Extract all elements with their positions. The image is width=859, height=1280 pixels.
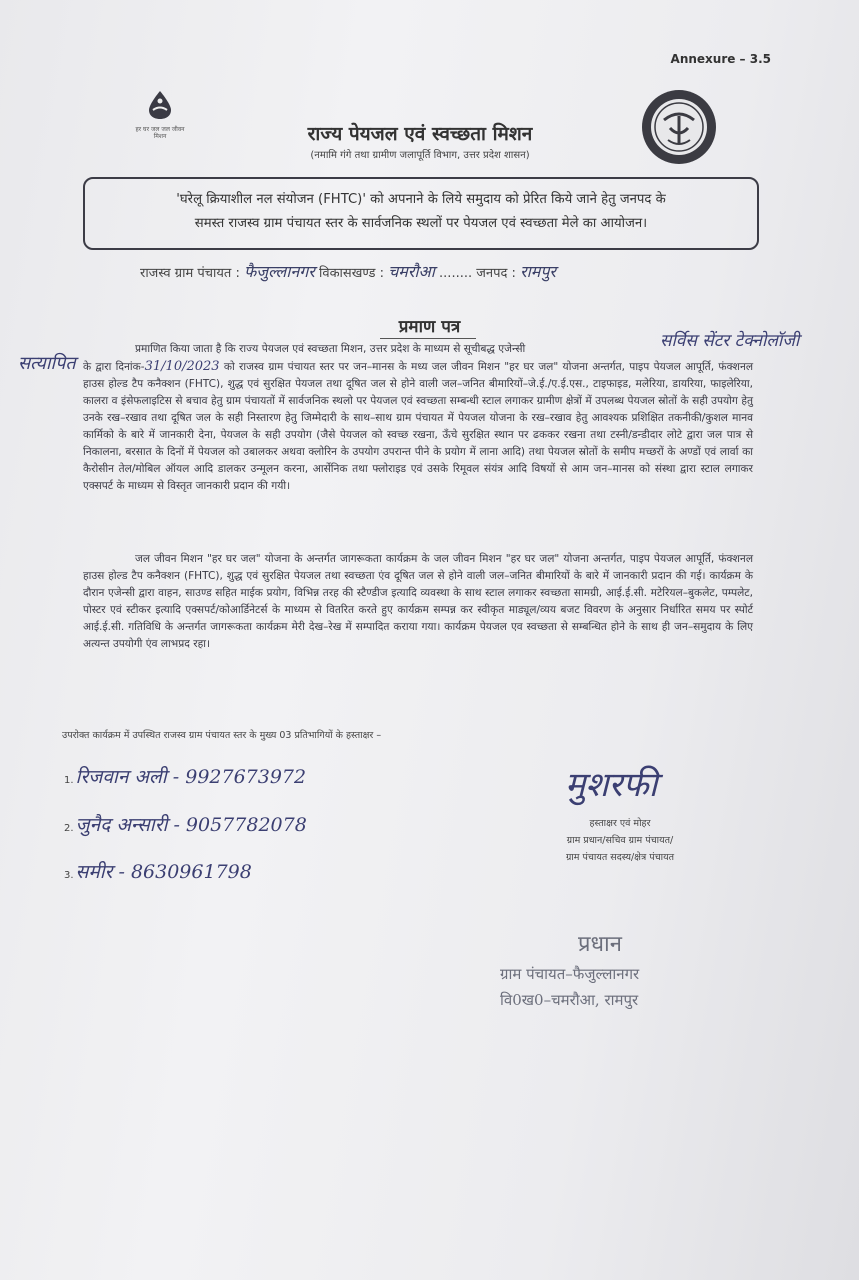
har-ghar-jal-logo [134, 90, 186, 140]
logo-caption: हर घर जल जल जीवन मिशन [135, 126, 185, 140]
participants-label: उपरोक्त कार्यक्रम में उपस्थित राजस्व ग्राम पंचायत स्तर के मुख्य 03 प्रतिभागियों के हस्ताक्षर – [62, 730, 382, 741]
panchayat-value: फैजुल्लानगर [243, 262, 315, 281]
date-handwritten: 31/10/2023 [144, 359, 220, 374]
para1-body: को राजस्व ग्राम पंचायत स्तर पर जन–मानस के मध्य जल जीवन मिशन "हर घर जल" योजना अन्तर्गत, पाइप पेयजल आपूर्ति, फंक्शनल हाउस होल्ड टैप कनैक्शन (FHTC), शुद्ध एवं सुरक्षित पेयजल तथा दूषित जल से होने वाली जल–जनित बीमारियों–जे.ई./ए.ई.एस., टाइफाइड, मलेरिया, डायरिया, फाइलेरिया, कालरा व इंसेफलाइटिस से बचाव हेतु ग्राम पंचायतों में सार्वजनिक स्थलो पर पेयजल एवं स्वच्छता सम्बन्धी स्टाल लगाकर ग्रामीण क्षेत्रों में उपलब्ध पेयजल स्रोतों के सही उपयोग हेतु उनके रख–रखाव तथा दूषित जल के सही निस्तारण हेतु जिम्मेदारी के साथ–साथ ग्राम पंचायत में पेयजल योजना के रख–रखाव हेतु आवश्यक प्रशिक्षित तकनीकी/कुशल मानव कार्मिको के बारे में जानकारी देना, पेयजल के सही उपयोग (जैसे पेयजल को स्वच्छ रखना, ऊँचे सुरक्षित स्थान पर ढककर रखना तथा टस्नी/डन्डीदार लोटे द्वारा जल पात्र से निकालना, बरसात के दिनों में पेयजल को उबालकर अथवा क्लोरिन के उपयोग उपरान्त पीने के प्रयोग में लाना आदि) तथा पेयजल स्रोतों के समीप मच्छरों के अण्डों एवं लार्वा का कैरोसीन तेल/मोबिल ऑयल आदि डालकर उन्मूलन करना, आर्सेनिक तथा फ्लोराइड एवं उसके रिमूवल संयंत्र आदि विषयों से आम जन–मानस को संस्था द्वारा स्टाल लगाकर एक्सपर्ट के माध्यम से विस्तृत जानकारी प्रदान की गयी। [83, 361, 754, 492]
para2-body: जल जीवन मिशन "हर घर जल" योजना के अन्तर्गत जागरूकता कार्यक्रम के जल जीवन मिशन "हर घर जल" योजना अन्तर्गत, पाइप पेयजल आपूर्ति, फंक्शनल हाउस होल्ड टैप कनैक्शन (FHTC), शुद्ध एवं सुरक्षित पेयजल तथा स्वच्छता एंव दूषित जल से होने वाली जल–जनित बीमारियों के बारे में जानकारी प्रदान की गई। कार्यक्रम के दौरान एजेन्सी द्वारा वाहन, साउण्ड सहित माईक प्रयोग, विभिन्न तरह की स्टैण्डीज इत्यादि व्यवस्था के साथ स्टाल लगाकर स्वच्छता सामग्री, आई.ई.सी. मटेरियल–बुकलेट, पम्पलेट, पोस्टर एवं स्टीकर इत्यादि एक्सपर्ट/कोआर्डिनेटर्स के माध्यम से वितरित करते हुए कार्यक्रम सम्पन्न कर स्वीकृत माड्यूल/व्यय बजट विवरण के अनुसार निर्धारित समय पर स्पोर्ट आई.ई.सी. गतिविधि के अन्तर्गत जागरूकता कार्यक्रम मेरी देख–रेख में सम्पादित कराया गया। कार्यक्रम पेयजल एव स्वच्छता से सम्बन्धित होने के साथ ही जन–समुदाय के लिए अत्यन्त उपयोगी एंव लाभप्रद रहा। [83, 553, 753, 650]
certificate-paragraph-2 [83, 551, 753, 653]
panchayat-label: राजस्व ग्राम पंचायत : [140, 266, 240, 281]
location-line: राजस्व ग्राम पंचायत : फैजुल्लानगर विकासखण्ड : चमरौआ ........ जनपद : रामपुर [140, 262, 556, 281]
stamp-line-3: वि0ख0–चमरौआ, रामपुर [500, 991, 639, 1009]
theme-line-2: समस्त राजस्व ग्राम पंचायत स्तर के सार्वजनिक स्थलों पर पेयजल एवं स्वच्छता मेले का आयोजन। [194, 216, 648, 231]
participant-signature: जुनैद अन्सारी - 9057782078 [75, 814, 307, 836]
caption-line-2: ग्राम प्रधान/सचिव ग्राम पंचायत/ [566, 835, 674, 846]
participant-line-1 [64, 763, 306, 789]
certificate-title: प्रमाण पत्र [398, 317, 461, 337]
participant-line-3 [64, 858, 252, 884]
participant-line-2 [64, 811, 307, 837]
pradhan-stamp [500, 928, 760, 1010]
participant-signature: रिजवान अली - 9927673972 [75, 766, 307, 788]
pradhan-signature: मुशरफी [565, 765, 658, 805]
stamp-line-1: प्रधान [578, 932, 622, 957]
caption-line-1: हस्ताक्षर एवं मोहर [589, 818, 651, 829]
up-government-seal [640, 88, 718, 166]
para1-date-prefix: के द्वारा दिनांक- [83, 361, 145, 373]
participant-number: 2. [64, 823, 74, 834]
district-value: रामपुर [520, 262, 556, 281]
para1-intro: प्रमाणित किया जाता है कि राज्य पेयजल एवं स्वच्छता मिशन, उत्तर प्रदेश के माध्यम से सूचीबद्ध एजेन्सी [135, 343, 526, 355]
district-label: जनपद : [476, 266, 516, 281]
caption-line-3: ग्राम पंचायत सदस्य/क्षेत्र पंचायत [565, 852, 675, 863]
mission-subtitle: (नमामि गंगे तथा ग्रामीण जलापूर्ति विभाग, उत्तर प्रदेश शासन) [310, 150, 530, 161]
signature-caption [520, 815, 720, 866]
mission-title: राज्य पेयजल एवं स्वच्छता मिशन [307, 123, 533, 145]
event-theme-box [83, 177, 759, 250]
stamp-line-2: ग्राम पंचायत–फैजुल्लानगर [500, 965, 640, 983]
participant-number: 3. [64, 870, 74, 881]
agency-name-handwritten: सर्विस सेंटर टेक्नोलॉजी [660, 331, 800, 351]
participant-signature: समीर - 8630961798 [75, 861, 252, 883]
water-drop-icon [146, 90, 174, 120]
certificate-paragraph-1 [83, 341, 753, 495]
annexure-label: Annexure – 3.5 [670, 52, 771, 66]
theme-line-1: 'घरेलू क्रियाशील नल संयोजन (FHTC)' को अपनाने के लिये समुदाय को प्रेरित किये जाने हेतु जनपद के [176, 192, 666, 207]
verified-note-handwritten: सत्यापित [18, 353, 76, 374]
title-underline [380, 338, 476, 339]
block-label: विकासखण्ड : [318, 266, 384, 281]
participant-number: 1. [64, 775, 74, 786]
block-value: चमरौआ [388, 262, 435, 281]
